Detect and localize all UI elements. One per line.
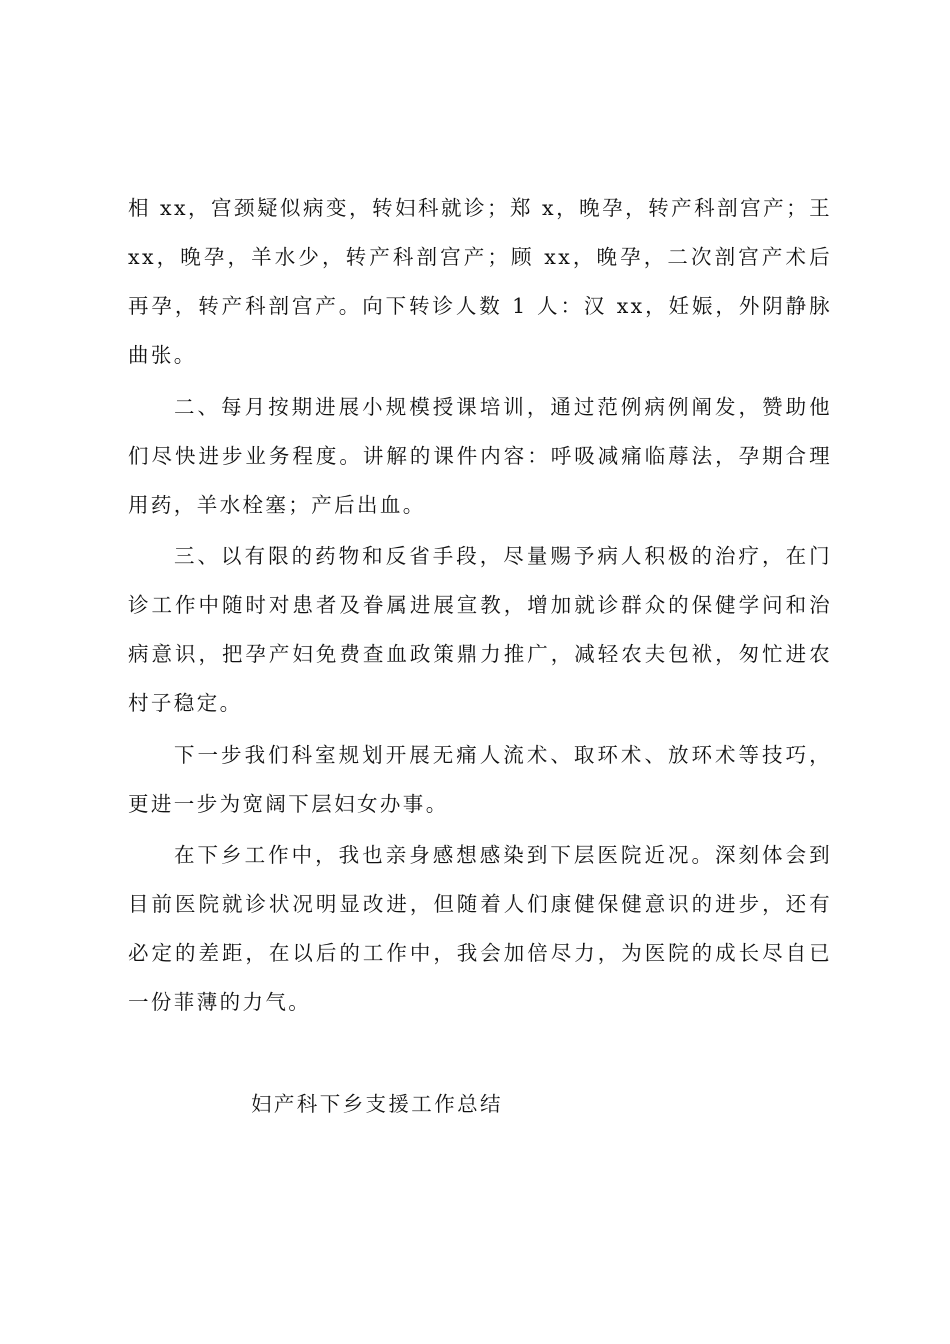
- paragraph-treatment: 三、以有限的药物和反省手段，尽量赐予病人积极的治疗，在门诊工作中随时对患者及眷属进展宣教，增加就诊群众的保健学问和治病意识，把孕产妇免费查血政策鼎力推广，减轻农夫包袱，匆忙进农村子稳定。: [128, 544, 832, 715]
- paragraph-referrals: 相 xx，宫颈疑似病变，转妇科就诊；郑 x，晚孕，转产科剖宫产；王 xx，晚孕，羊水少，转产科剖宫产；顾 xx，晚孕，二次剖宫产术后再孕，转产科剖宫产。向下转诊人数 1 人：汉 xx，妊娠，外阴静脉曲张。: [128, 196, 832, 367]
- paragraph-training: 二、每月按期进展小规模授课培训，通过范例病例阐发，赞助他们尽快进步业务程度。讲解的课件内容：呼吸减痛临蓐法，孕期合理用药，羊水栓塞；产后出血。: [128, 395, 832, 517]
- paragraph-next-steps: 下一步我们科室规划开展无痛人流术、取环术、放环术等技巧，更进一步为宽阔下层妇女办事。: [128, 743, 832, 816]
- paragraph-reflection: 在下乡工作中，我也亲身感想感染到下层医院近况。深刻体会到目前医院就诊状况明显改进，但随着人们康健保健意识的进步，还有必定的差距，在以后的工作中，我会加倍尽力，为医院的成长尽自已一份菲薄的力气。: [128, 843, 832, 1014]
- document-subtitle: 妇产科下乡支援工作总结: [251, 1092, 503, 1116]
